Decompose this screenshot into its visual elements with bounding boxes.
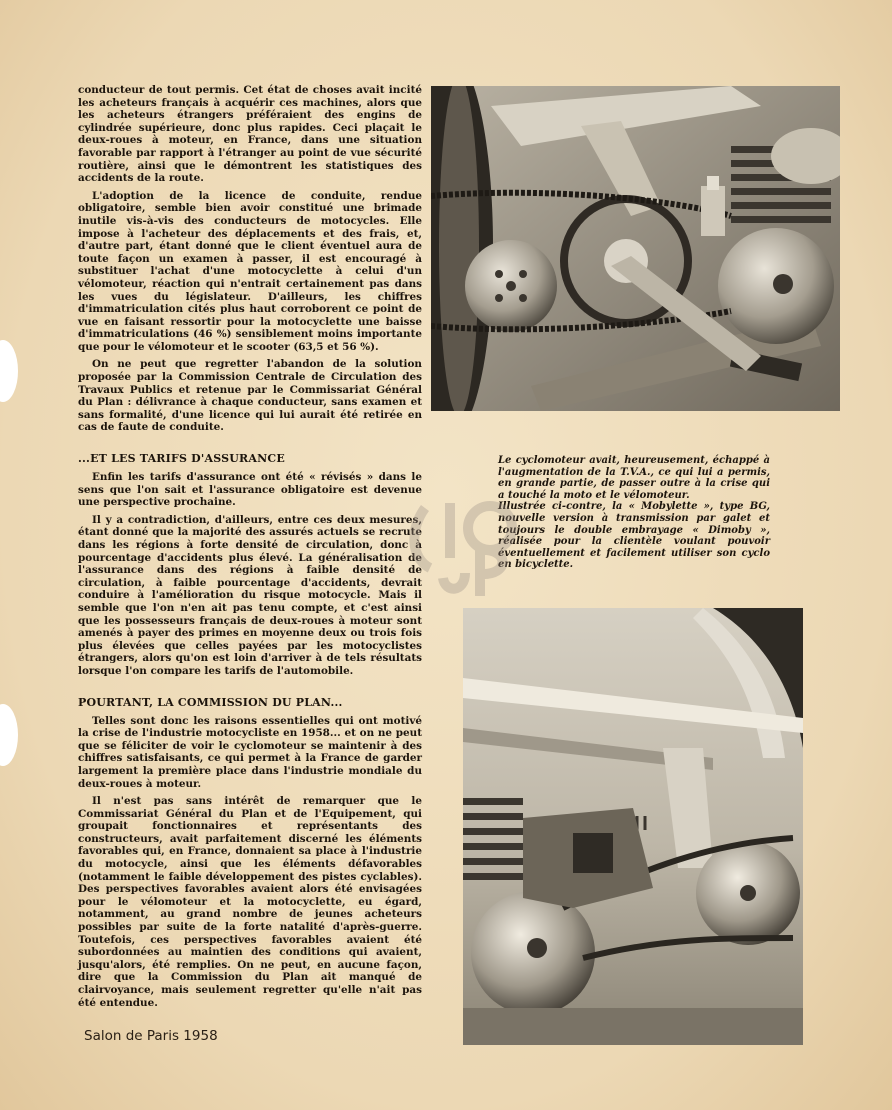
article-paragraph: On ne peut que regretter l'abandon de la solution proposée par la Commission Centrale de Circulation des Travaux Publics et retenue par le Commissariat Général du Plan : délivrance à chaque conducteur, sans examen et sans formalité, d'une licence qui lui aurait été retirée en cas de faute de conduite.: [78, 358, 422, 434]
caption-paragraph: Le cyclomoteur avait, heureusement, échappé à l'augmentation de la T.V.A., ce qui lui a permis, en grande partie, de passer outre à la crise qui a touché la moto et le vélomoteur.: [498, 455, 770, 501]
caption-paragraph: Illustrée ci-contre, la « Mobylette », type BG, nouvelle version à transmission par galet et toujours le double embrayage « Dimoby », réalisée pour la clientèle voulant pouvoir éventuellement et facilement utiliser son cyclo en bicyclette.: [498, 501, 770, 571]
article-paragraph: L'adoption de la licence de conduite, rendue obligatoire, semble bien avoir constitué une brimade inutile vis-à-vis des conducteurs de motocycles. Elle impose à l'acheteur des déplacements et des frais, et, d'autre part, étant donné que le client éventuel aura de toute façon un examen à passer, il est encouragé à substituer l'achat d'une motocyclette à celui d'un vélomoteur, réaction qui n'entrait certainement pas dans les vues du législateur. D'ailleurs, les chiffres d'immatriculation cités plus haut corroborent ce point de vue en faisant ressortir pour la motocyclette une baisse d'immatriculations (46 %) sensiblement moins importante que pour le vélomoteur et le scooter (63,5 et 56 %).: [78, 189, 422, 353]
binder-hole-top: [0, 340, 18, 402]
photo-caption: [498, 455, 770, 571]
section-heading-commission: POURTANT, LA COMMISSION DU PLAN...: [78, 695, 343, 709]
article-paragraph: conducteur de tout permis. Cet état de choses avait incité les acheteurs français à acquérir ces machines, alors que les acheteurs étrangers préféraient des engins de cylindrée supérieure, donc plus rapides. Ceci plaçait le deux-roues à moteur, en France, dans une situation favorable par rapport à l'étranger au point de vue sécurité routière, ainsi que le démontrent les statistiques des accidents de la route.: [78, 84, 422, 185]
watermark-logo: [405, 488, 525, 598]
section-heading-assurance: ...ET LES TARIFS D'ASSURANCE: [78, 452, 285, 466]
article-column: [78, 84, 422, 1014]
article-paragraph: Il n'est pas sans intérêt de remarquer que le Commissariat Général du Plan et de l'Equipement, qui groupait fonctionnaires et représentants des constructeurs, avait parfaitement discerné les éléments favorables qui, en France, donnaient sa place à l'industrie du motocycle, ainsi que les éléments défavorables (notamment le faible développement des pistes cyclables). Des perspectives favorables avaient alors été envisagées pour le vélomoteur et la motocyclette, eu égard, notamment, au grand nombre de jeunes acheteurs possibles par suite de la forte natalité d'après-guerre. Toutefois, ces perspectives favorables avaient été subordonnées au maintien des conditions qui avaient, jusqu'alors, été remplies. On ne peut, en aucune façon, dire que la Commission du Plan ait manqué de clairvoyance, mais seulement regretter qu'elle n'ait pas été entendue.: [78, 795, 422, 1009]
binder-hole-bottom: [0, 704, 18, 766]
transmission-photo: [463, 608, 803, 1045]
article-paragraph: Il y a contradiction, d'ailleurs, entre ces deux mesures, étant donné que la majorité des assurés actuels se recrute dans les régions à forte densité de circulation, donc à pourcentage d'accidents plus élevé. La généralisation de l'assurance dans des régions à faible densité de circulation, à faible pourcentage d'accidents, devrait conduire à l'amélioration du risque motocycle. Mais il semble que l'on n'en ait pas tenu compte, et c'est ainsi que les possesseurs français de deux-roues à moteur sont amenés à payer des primes en moyenne deux ou trois fois plus élevées que celles payées par les motocyclistes étrangers, alors qu'on est loin d'arriver à de tels résultats lorsque l'on compare les tarifs de l'automobile.: [78, 513, 422, 677]
page-footer: Salon de Paris 1958: [84, 1028, 218, 1044]
article-paragraph: Enfin les tarifs d'assurance ont été « révisés » dans le sens que l'on sait et l'assurance obligatoire est devenue une perspective prochaine.: [78, 471, 422, 509]
engine-photo: [431, 86, 840, 411]
article-paragraph: Telles sont donc les raisons essentielles qui ont motivé la crise de l'industrie motocycliste en 1958... et on ne peut que se féliciter de voir le cyclomoteur se maintenir à des chiffres satisfaisants, ce qui permet à la France de garder largement la première place dans l'industrie mondiale du deux-roues à moteur.: [78, 714, 422, 790]
